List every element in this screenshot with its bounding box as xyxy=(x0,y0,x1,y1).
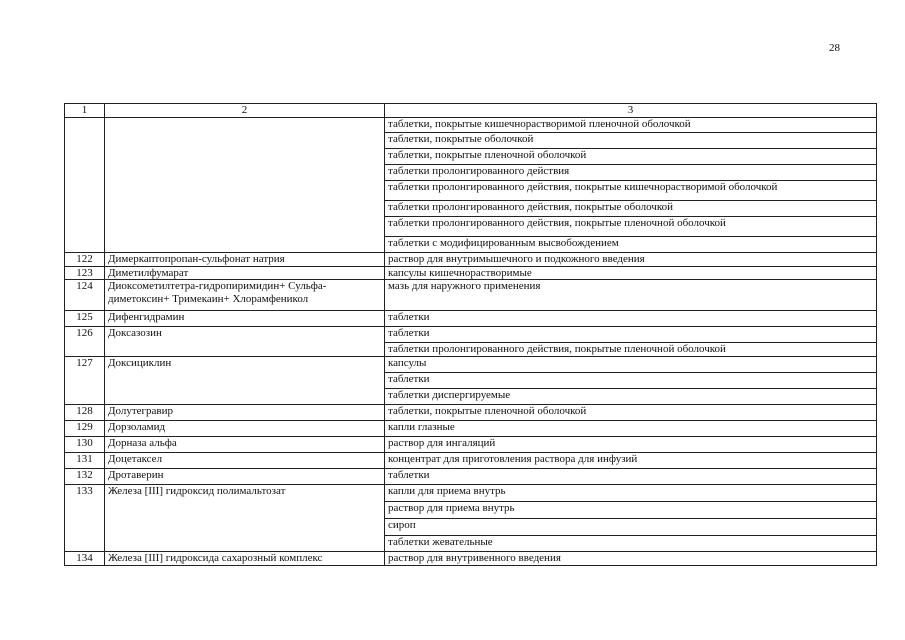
row-number-cell: 127 xyxy=(65,356,105,404)
row-number-cell: 129 xyxy=(65,420,105,436)
dosage-form-cell: сироп xyxy=(385,518,877,535)
dosage-form-cell: таблетки, покрытые пленочной оболочкой xyxy=(385,404,877,420)
drug-name-cell xyxy=(105,117,385,252)
row-number-cell: 125 xyxy=(65,311,105,327)
table-body xyxy=(65,117,877,565)
dosage-form-cell: таблетки диспергируемые xyxy=(385,388,877,404)
row-number-cell: 123 xyxy=(65,266,105,280)
dosage-form-cell: капсулы xyxy=(385,356,877,372)
row-number-cell: 130 xyxy=(65,436,105,452)
dosage-form-cell: мазь для наружного применения xyxy=(385,280,877,311)
dosage-form-cell: раствор для внутримышечного и подкожного введения xyxy=(385,252,877,266)
dosage-form-cell: таблетки пролонгированного действия xyxy=(385,164,877,180)
header-cell-2: 2 xyxy=(105,104,385,118)
dosage-form-cell: раствор для ингаляций xyxy=(385,436,877,452)
drug-name-cell: Дорзоламид xyxy=(105,420,385,436)
table-row xyxy=(65,117,877,132)
dosage-form-cell: таблетки xyxy=(385,327,877,343)
row-number-cell: 131 xyxy=(65,452,105,468)
drug-name-cell: Доцетаксел xyxy=(105,452,385,468)
dosage-form-cell: капсулы кишечнорастворимые xyxy=(385,266,877,280)
table-row xyxy=(65,404,877,420)
table-row xyxy=(65,311,877,327)
drug-name-cell: Долутегравир xyxy=(105,404,385,420)
dosage-form-cell: раствор для приема внутрь xyxy=(385,501,877,518)
header-row xyxy=(65,104,877,118)
table-row xyxy=(65,436,877,452)
row-number-cell: 134 xyxy=(65,551,105,565)
dosage-form-cell: капли для приема внутрь xyxy=(385,484,877,501)
row-number-cell: 132 xyxy=(65,468,105,484)
drug-name-cell: Димеркаптопропан-сульфонат натрия xyxy=(105,252,385,266)
dosage-form-cell: таблетки xyxy=(385,372,877,388)
dosage-form-cell: раствор для внутривенного введения xyxy=(385,551,877,565)
dosage-form-cell: таблетки xyxy=(385,311,877,327)
drug-name-cell: Железа [III] гидроксида сахарозный комплекс xyxy=(105,551,385,565)
drug-name-cell: Диметилфумарат xyxy=(105,266,385,280)
row-number-cell xyxy=(65,117,105,252)
table-row xyxy=(65,252,877,266)
table-row xyxy=(65,266,877,280)
table-row xyxy=(65,280,877,311)
dosage-form-cell: таблетки с модифицированным высвобождением xyxy=(385,236,877,252)
drug-name-cell: Дорназа альфа xyxy=(105,436,385,452)
dosage-form-cell: концентрат для приготовления раствора для инфузий xyxy=(385,452,877,468)
dosage-form-cell: таблетки, покрытые кишечнорастворимой пленочной оболочкой xyxy=(385,117,877,132)
drug-table xyxy=(64,103,877,566)
row-number-cell: 122 xyxy=(65,252,105,266)
drug-name-cell: Дифенгидрамин xyxy=(105,311,385,327)
dosage-form-cell: капли глазные xyxy=(385,420,877,436)
row-number-cell: 133 xyxy=(65,484,105,551)
dosage-form-cell: таблетки, покрытые пленочной оболочкой xyxy=(385,148,877,164)
row-number-cell: 124 xyxy=(65,280,105,311)
page-number: 28 xyxy=(829,42,840,54)
dosage-form-cell: таблетки пролонгированного действия, покрытые оболочкой xyxy=(385,200,877,216)
drug-name-cell: Диоксометилтетра-гидропиримидин+ Сульфа-диметоксин+ Тримекаин+ Хлорамфеникол xyxy=(105,280,385,311)
drug-name-cell: Доксициклин xyxy=(105,356,385,404)
table-row xyxy=(65,484,877,501)
row-number-cell: 126 xyxy=(65,327,105,357)
table-row xyxy=(65,327,877,343)
dosage-form-cell: таблетки жевательные xyxy=(385,535,877,551)
dosage-form-cell: таблетки пролонгированного действия, покрытые кишечнорастворимой оболочкой xyxy=(385,180,877,200)
drug-name-cell: Дротаверин xyxy=(105,468,385,484)
table-row xyxy=(65,452,877,468)
table-row xyxy=(65,468,877,484)
table-row xyxy=(65,551,877,565)
table-row xyxy=(65,420,877,436)
table-row xyxy=(65,356,877,372)
drug-name-cell: Железа [III] гидроксид полимальтозат xyxy=(105,484,385,551)
dosage-form-cell: таблетки пролонгированного действия, покрытые пленочной оболочкой xyxy=(385,343,877,357)
dosage-form-cell: таблетки, покрытые оболочкой xyxy=(385,132,877,148)
dosage-form-cell: таблетки пролонгированного действия, покрытые пленочной оболочкой xyxy=(385,216,877,236)
dosage-form-cell: таблетки xyxy=(385,468,877,484)
header-cell-3: 3 xyxy=(385,104,877,118)
row-number-cell: 128 xyxy=(65,404,105,420)
header-cell-1: 1 xyxy=(65,104,105,118)
drug-name-cell: Доксазозин xyxy=(105,327,385,357)
